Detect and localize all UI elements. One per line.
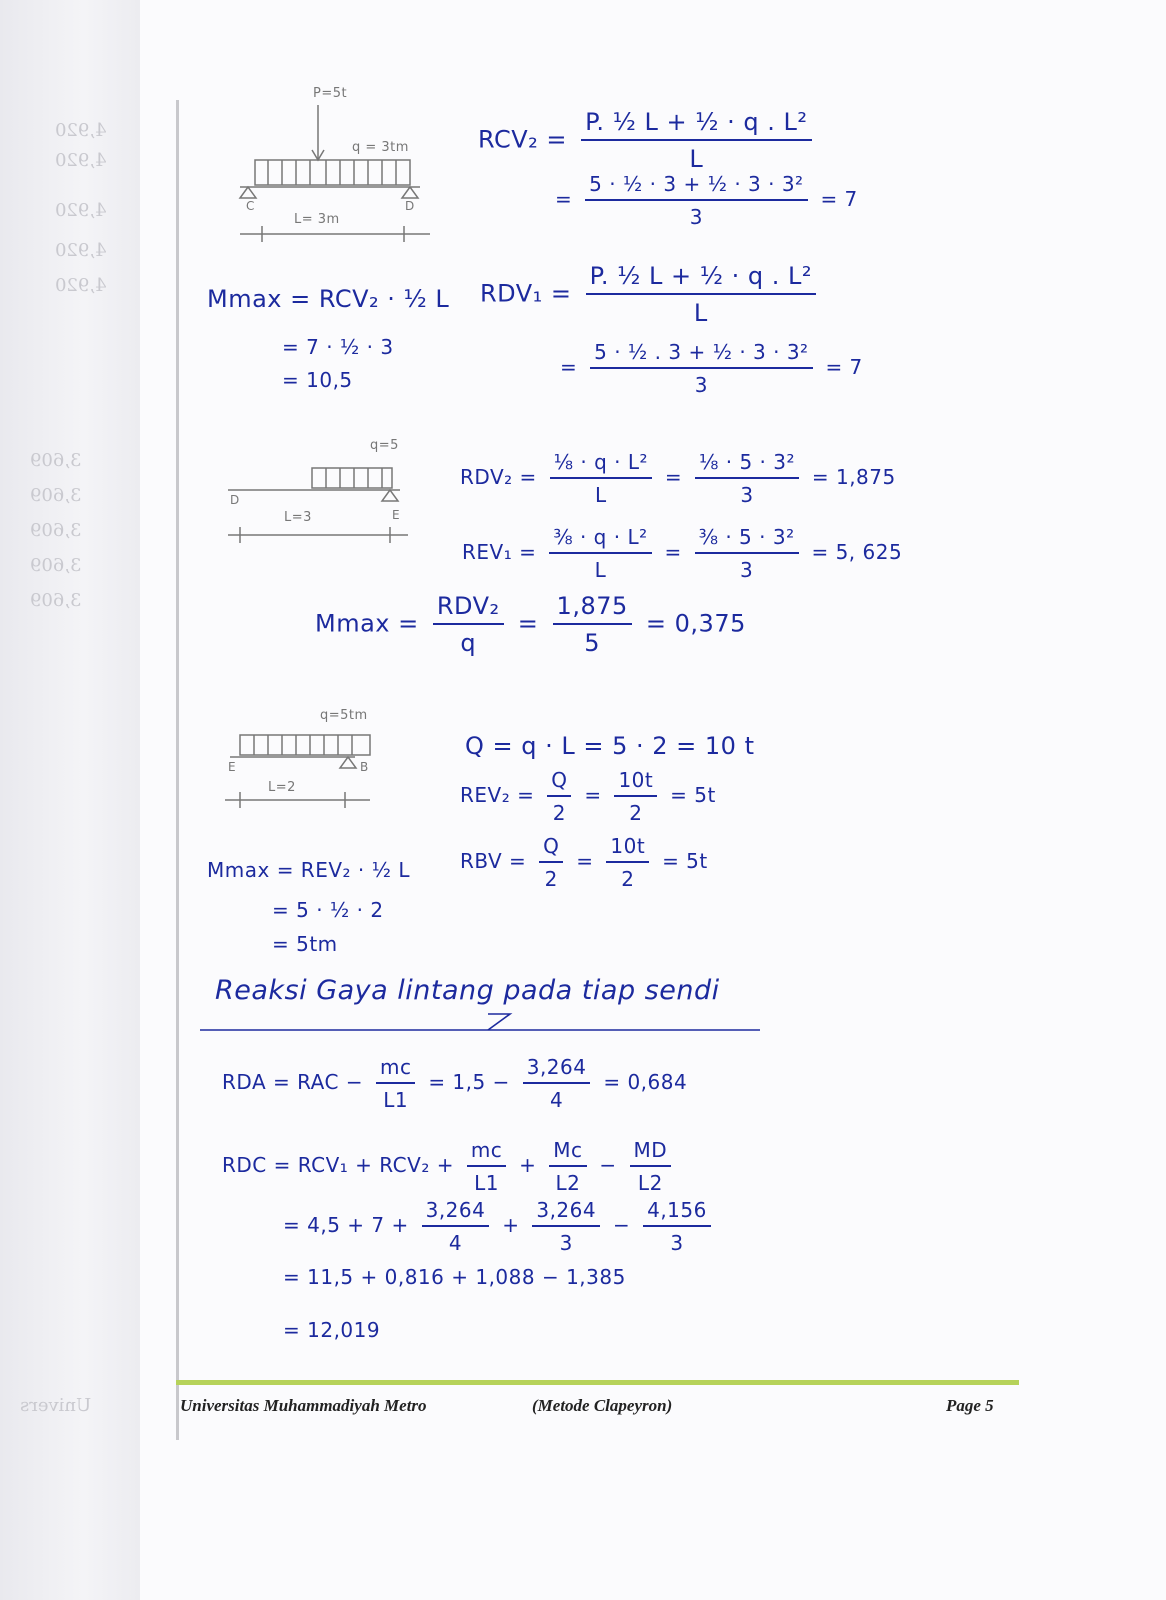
- eq-result: = 1,875: [811, 465, 896, 489]
- frac-den: L: [689, 145, 704, 173]
- beam1-span: L= 3m: [294, 212, 340, 227]
- eq-lhs: REV₂ =: [460, 783, 535, 807]
- frac-den: L2: [637, 1171, 663, 1195]
- beam2-load-q: q=5: [370, 438, 399, 453]
- eq-sign: =: [584, 783, 602, 807]
- frac-den: 2: [629, 801, 643, 825]
- frac-num: ⅛ · q · L²: [550, 450, 652, 479]
- frac-den: L: [693, 299, 708, 327]
- frac-num: mc: [467, 1138, 506, 1167]
- eq-result: = 5, 625: [811, 540, 903, 564]
- eq-sign: =: [555, 187, 573, 211]
- frac-num: 10t: [606, 834, 649, 863]
- frac-num: RDV₂: [433, 592, 504, 625]
- beam3-support-left: E: [228, 760, 237, 774]
- frac-num: Q: [539, 834, 563, 863]
- eq-result: = 7: [820, 187, 858, 211]
- bleed-text: 3,609: [30, 590, 82, 611]
- eq-rcv2-step: [555, 172, 858, 229]
- frac-den: 2: [621, 867, 635, 891]
- eq-mmax1-step: = 7 · ½ · 3: [282, 335, 394, 359]
- bleed-text: 3,609: [30, 450, 82, 471]
- section-title: Reaksi Gaya lintang pada tiap sendi: [215, 975, 720, 1006]
- eq-rev1: [462, 525, 902, 582]
- footer-page-number: Page 5: [946, 1396, 994, 1415]
- footer-topic: (Metode Clapeyron): [532, 1396, 673, 1415]
- frac-num: MD: [630, 1138, 672, 1167]
- eq-result: = 7: [825, 355, 863, 379]
- bleed-text: 4,920: [55, 240, 107, 261]
- distributed-load-box: [255, 160, 410, 185]
- support-left: [240, 187, 256, 198]
- eq-sign: =: [576, 849, 594, 873]
- eq-result: = 5t: [670, 783, 716, 807]
- beam1-support-right: D: [405, 199, 415, 213]
- frac-num: 3,264: [523, 1055, 591, 1084]
- eq-lhs: RDC = RCV₁ + RCV₂ +: [222, 1153, 454, 1177]
- frac-den: L1: [383, 1088, 409, 1112]
- eq-rev2: [460, 768, 716, 825]
- frac-num: 1,875: [553, 592, 632, 625]
- frac-den: 3: [559, 1231, 573, 1255]
- frac-den: 2: [544, 867, 558, 891]
- distributed-load-box: [240, 735, 370, 755]
- eq-rdc-result: = 12,019: [283, 1318, 381, 1342]
- eq-rda: [222, 1055, 687, 1112]
- eq-lhs: Mmax =: [315, 609, 419, 638]
- underline-flourish: [488, 1014, 510, 1030]
- frac-den: 5: [584, 629, 601, 657]
- bleed-text: Univers: [20, 1395, 92, 1416]
- frac-num: 5 · ½ · 3 + ½ · 3 · 3²: [585, 172, 807, 201]
- beam1-load-p: P=5t: [313, 86, 348, 101]
- frac-den: L: [594, 558, 607, 582]
- footer-university: Universitas Muhammadiyah Metro: [180, 1396, 427, 1415]
- eq-sign: +: [502, 1213, 520, 1237]
- eq-rbv: [460, 834, 708, 891]
- frac-den: 2: [552, 801, 566, 825]
- load-ticks: [268, 160, 396, 185]
- support-right: [402, 187, 418, 198]
- bleed-text: 3,609: [30, 520, 82, 541]
- frac-num: 3,264: [532, 1198, 600, 1227]
- eq-result: = 0,375: [645, 609, 746, 638]
- eq-sign: −: [599, 1153, 617, 1177]
- bleed-text: 4,920: [55, 120, 107, 141]
- eq-lhs: RDV₁ =: [480, 279, 572, 308]
- eq-mmax3-result: = 5tm: [272, 932, 338, 956]
- beam2-support-left: D: [230, 493, 240, 507]
- frac-den: 4: [549, 1088, 564, 1112]
- frac-num: ⅜ · 5 · 3²: [695, 525, 799, 554]
- frac-den: 4: [448, 1231, 463, 1255]
- eq-rdv2: [460, 450, 896, 507]
- beam2-support-right: E: [392, 508, 401, 522]
- bleed-text: 3,609: [30, 555, 82, 576]
- frac-den: 3: [670, 1231, 684, 1255]
- eq-mmax2: [315, 592, 746, 657]
- eq-sign: +: [519, 1153, 537, 1177]
- eq-lhs: RDV₂ =: [460, 465, 537, 489]
- frac-num: 5 · ½ . 3 + ½ · 3 · 3²: [590, 340, 812, 369]
- eq-lhs: = 4,5 + 7 +: [283, 1213, 409, 1237]
- frac-den: 3: [739, 558, 754, 582]
- frac-den: L2: [555, 1171, 581, 1195]
- eq-mmax3-step: = 5 · ½ · 2: [272, 898, 384, 922]
- beam3-load-q: q=5tm: [320, 708, 368, 723]
- eq-mmax1-result: = 10,5: [282, 368, 353, 392]
- support-right: [340, 757, 356, 768]
- eq-mmax1: Mmax = RCV₂ · ½ L: [207, 285, 450, 313]
- beam1-load-q: q = 3tm: [352, 140, 409, 155]
- support-right: [382, 490, 398, 501]
- eq-result: = 0,684: [603, 1070, 688, 1094]
- bleed-text: 4,920: [55, 275, 107, 296]
- frac-den: L1: [474, 1171, 499, 1195]
- frac-num: P. ½ L + ½ · q . L²: [581, 108, 811, 141]
- eq-result: = 5t: [662, 849, 708, 873]
- footer-rule: [176, 1380, 1019, 1385]
- eq-lhs: REV₁ =: [462, 540, 537, 564]
- frac-den: 3: [689, 205, 703, 229]
- beam2-span: L=3: [284, 510, 312, 525]
- eq-rdc-sum: = 11,5 + 0,816 + 1,088 − 1,385: [283, 1265, 626, 1289]
- eq-sign: −: [612, 1213, 631, 1237]
- eq-rdc: [222, 1138, 677, 1195]
- eq-rdv1-step: [560, 340, 863, 397]
- frac-den: 3: [694, 373, 708, 397]
- frac-num: 3,264: [422, 1198, 490, 1227]
- eq-sign: = 1,5 −: [428, 1070, 510, 1094]
- frac-num: P. ½ L + ½ · q . L²: [586, 262, 816, 295]
- frac-num: Mc: [549, 1138, 586, 1167]
- beam3-span: L=2: [268, 780, 296, 795]
- eq-lhs: RCV₂ =: [478, 125, 568, 154]
- frac-num: ⅛ · 5 · 3²: [695, 450, 799, 479]
- distributed-load-box: [312, 468, 392, 488]
- frac-num: ⅜ · q · L²: [549, 525, 651, 554]
- beam3-support-right: B: [360, 760, 369, 774]
- eq-sign: =: [517, 609, 539, 638]
- eq-sign: =: [664, 540, 682, 564]
- eq-q: Q = q · L = 5 · 2 = 10 t: [465, 732, 755, 760]
- eq-lhs: RDA = RAC −: [222, 1070, 364, 1094]
- frac-num: 4,156: [643, 1198, 711, 1227]
- frac-den: 3: [740, 483, 754, 507]
- beam1-support-left: C: [246, 199, 255, 213]
- eq-rcv2: [478, 108, 818, 173]
- eq-lhs: RBV =: [460, 849, 527, 873]
- eq-sign: =: [664, 465, 683, 489]
- eq-mmax3: Mmax = REV₂ · ½ L: [207, 858, 410, 882]
- frac-num: mc: [376, 1055, 415, 1084]
- eq-sign: =: [560, 355, 578, 379]
- bleed-text: 4,920: [55, 200, 107, 221]
- bleed-text: 3,609: [30, 485, 82, 506]
- frac-num: 10t: [614, 768, 657, 797]
- frac-den: L: [594, 483, 607, 507]
- eq-rdv1: [480, 262, 822, 327]
- frac-den: q: [460, 629, 477, 657]
- eq-rdc-step: [283, 1198, 717, 1255]
- frac-num: Q: [547, 768, 571, 797]
- bleed-text: 4,920: [55, 150, 107, 171]
